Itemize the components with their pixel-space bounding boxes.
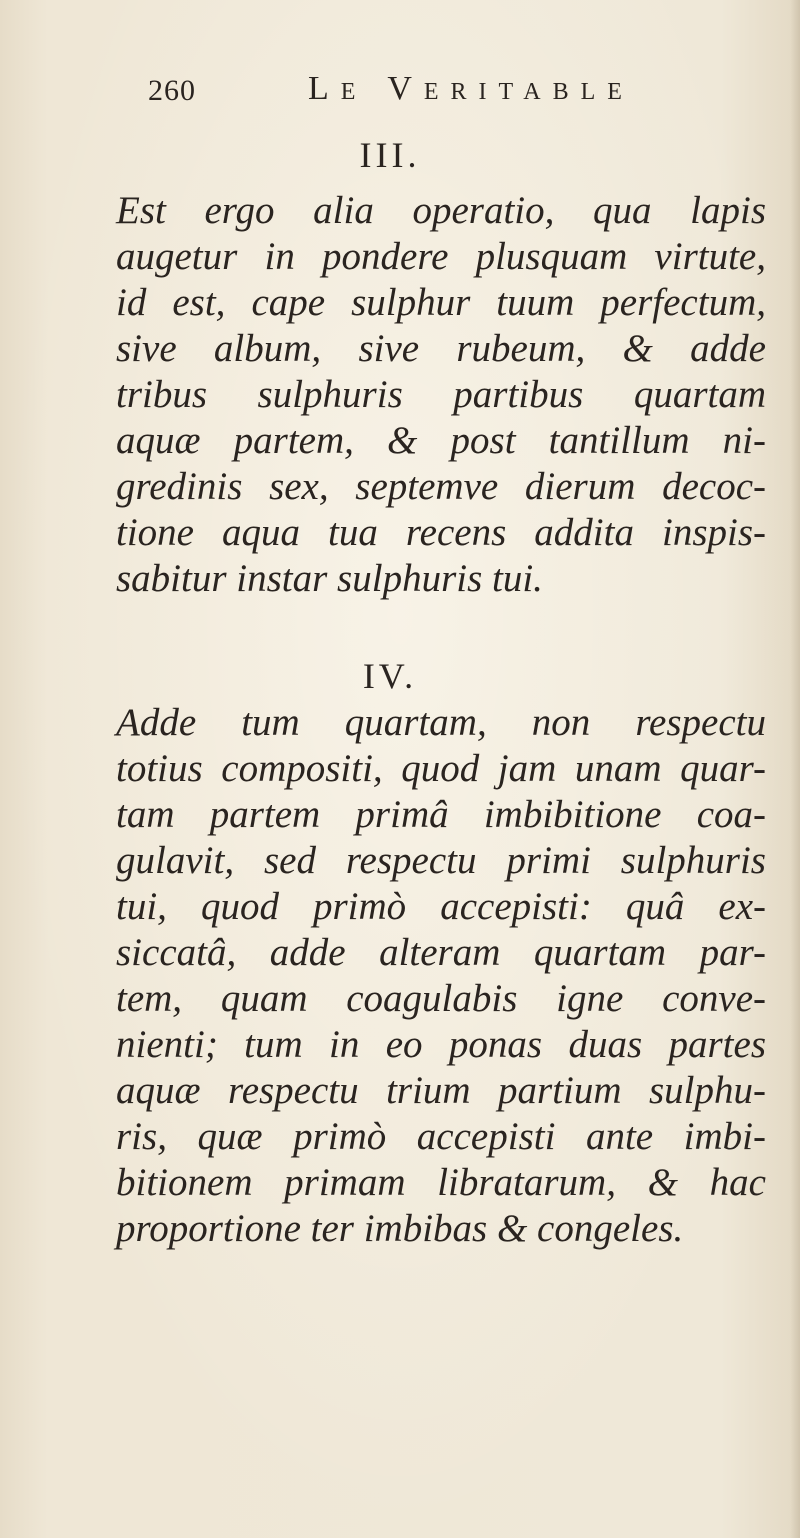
text-line: aquæ respectu trium partium sulphu-: [116, 1069, 766, 1112]
page-edge-shadow: [790, 0, 800, 1538]
text-line: Adde tum quartam, non respectu: [116, 701, 766, 744]
running-head: [148, 70, 688, 114]
text-line: tribus sulphuris partibus quartam: [116, 373, 766, 416]
text-line: bitionem primam libratarum, & hac: [116, 1161, 766, 1204]
text-line: tam partem primâ imbibitione coa-: [116, 793, 766, 836]
page-number: 260: [148, 74, 196, 107]
text-line: augetur in pondere plusquam virtute,: [116, 235, 766, 278]
section-number-3: III.: [359, 135, 421, 175]
text-line: tui, quod primò accepisti: quâ ex-: [116, 885, 766, 928]
text-line: tem, quam coagulabis igne conve-: [116, 977, 766, 1020]
text-line: Est ergo alia operatio, qua lapis: [116, 189, 766, 232]
running-title: Le Veritable: [308, 70, 634, 107]
text-line: sive album, sive rubeum, & adde: [116, 327, 766, 370]
text-line: siccatâ, adde alteram quartam par-: [116, 931, 766, 974]
text-line: tione aqua tua recens addita inspis-: [116, 511, 766, 554]
text-line: gulavit, sed respectu primi sulphuris: [116, 839, 766, 882]
text-line: gredinis sex, septemve dierum decoc-: [116, 465, 766, 508]
section-number-4: IV.: [362, 656, 418, 696]
text-line: aquæ partem, & post tantillum ni-: [116, 419, 766, 462]
text-line: nienti; tum in eo ponas duas partes: [116, 1023, 766, 1066]
text-line: id est, cape sulphur tuum perfectum,: [116, 281, 766, 324]
text-line: sabitur instar sulphuris tui.: [116, 557, 543, 600]
paragraph-section-4: [116, 700, 766, 1252]
text-line: proportione ter imbibas & congeles.: [116, 1207, 684, 1250]
paragraph-section-3: [116, 188, 766, 602]
text-line: ris, quæ primò accepisti ante imbi-: [116, 1115, 766, 1158]
text-line: totius compositi, quod jam unam quar-: [116, 747, 766, 790]
